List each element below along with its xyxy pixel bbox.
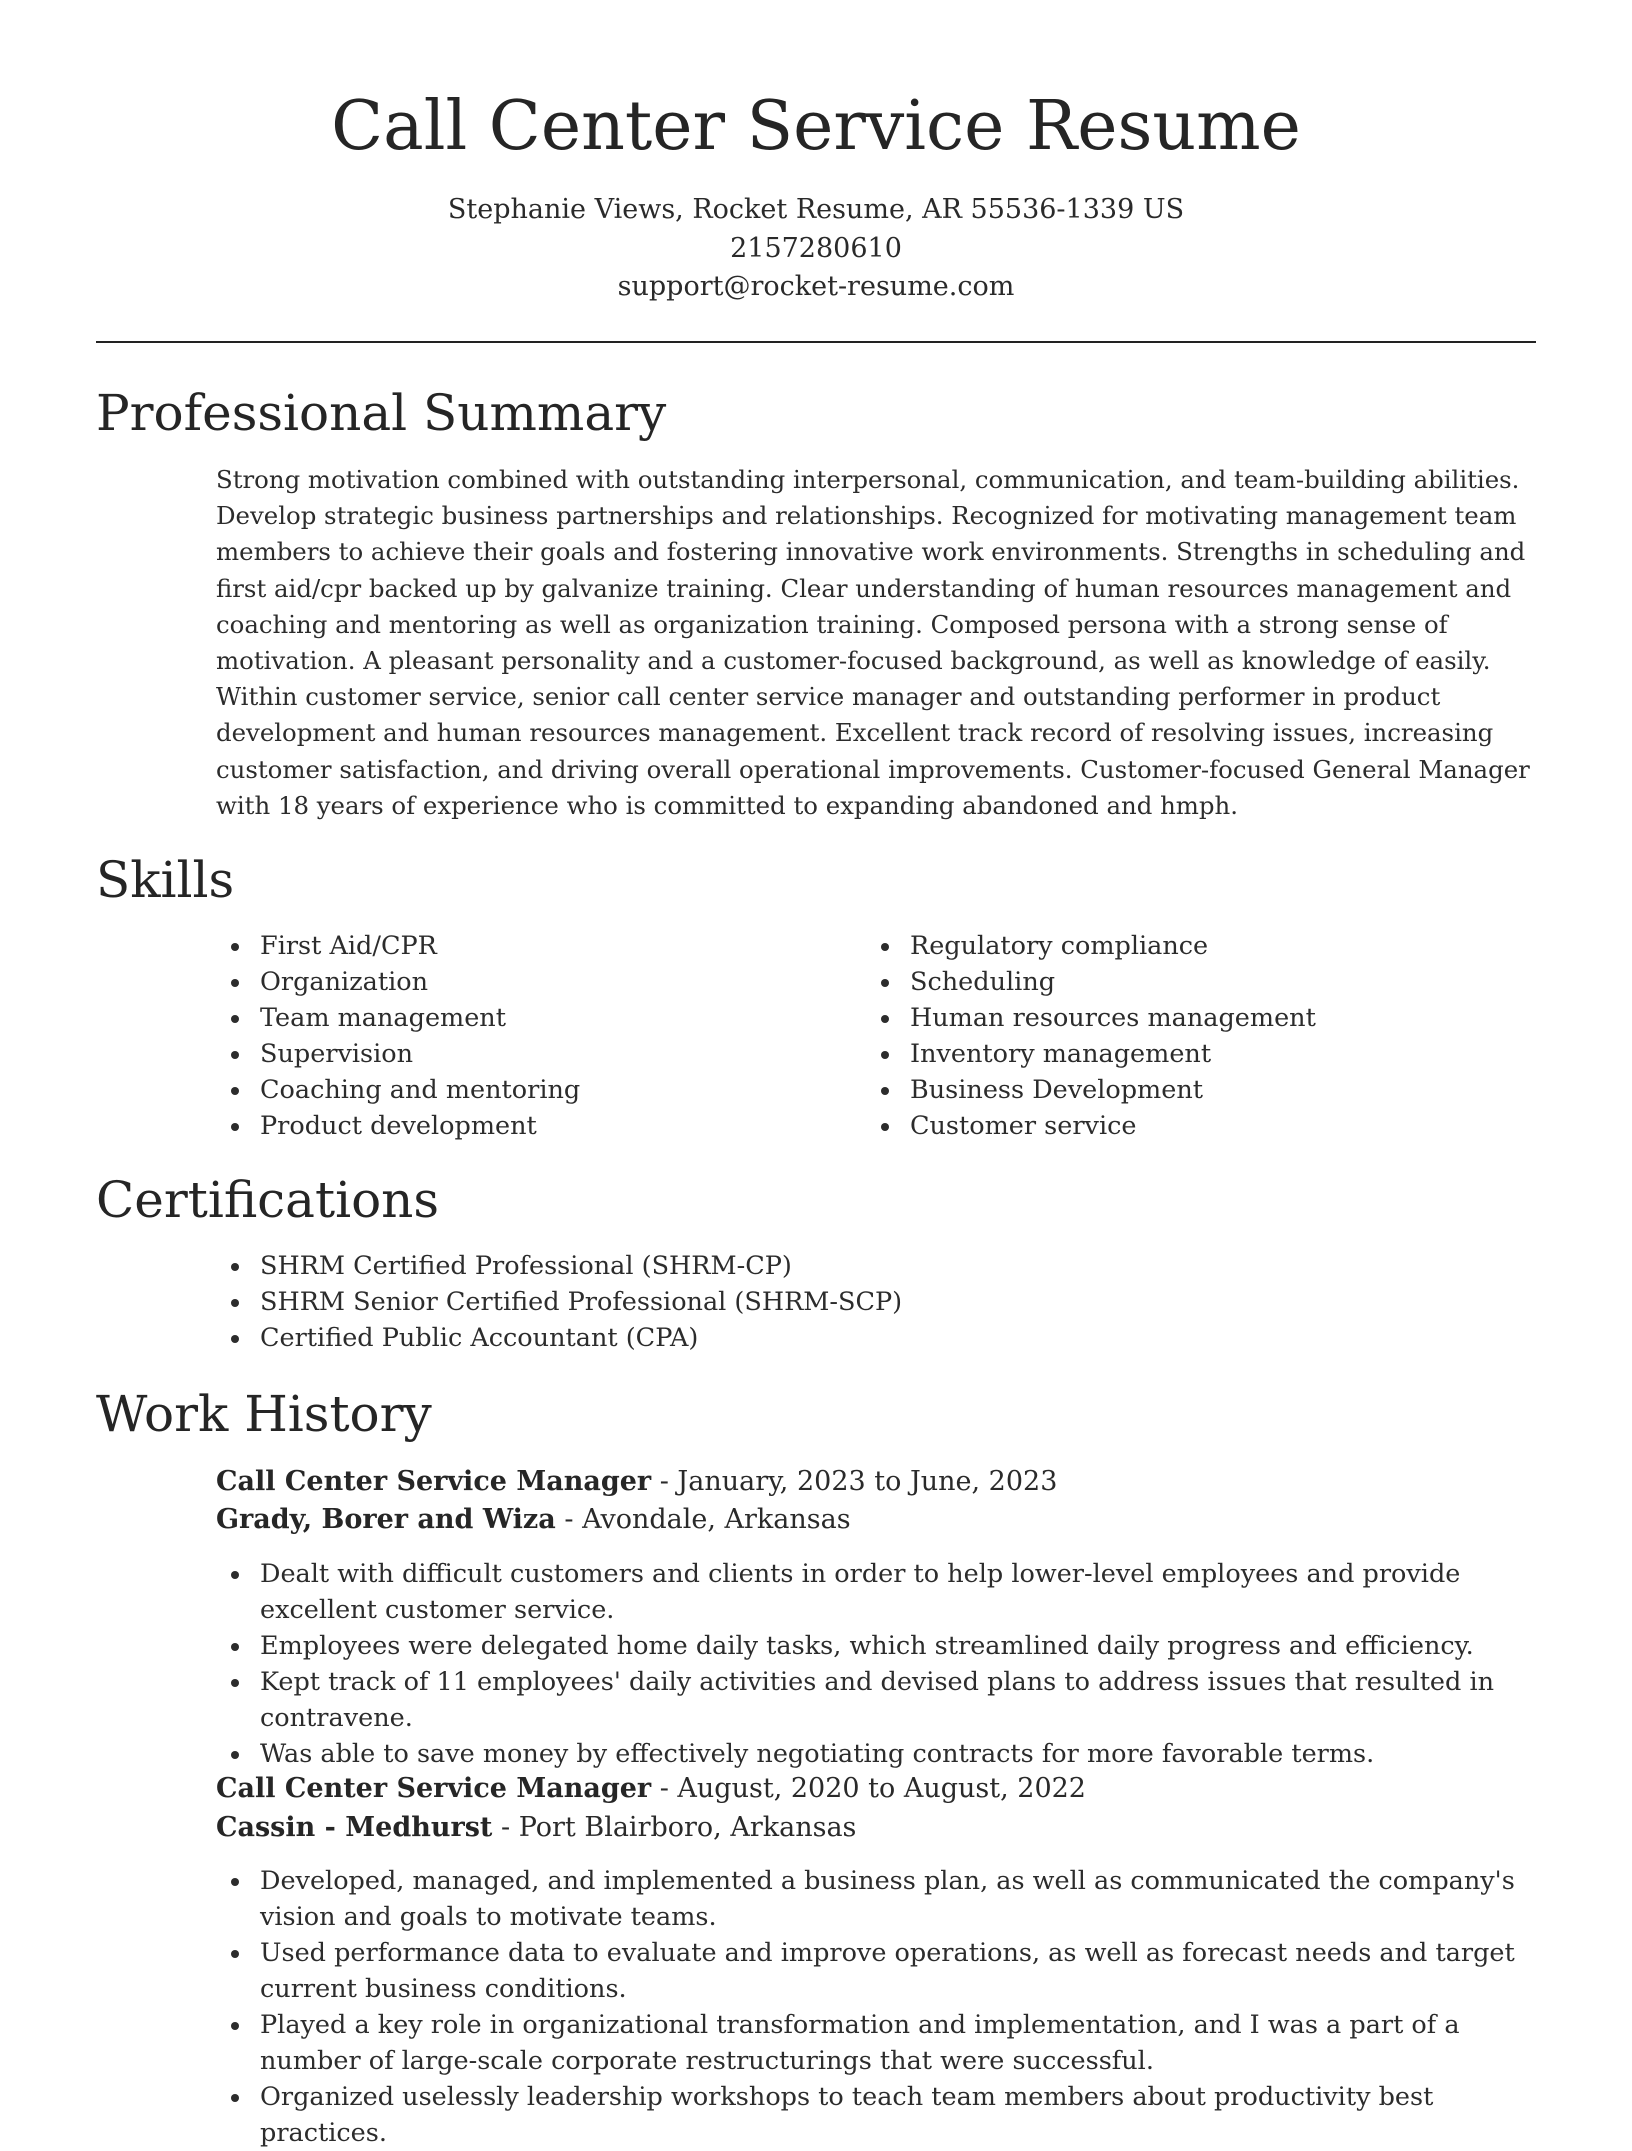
skill-item: First Aid/CPR: [216, 928, 856, 964]
separator: -: [492, 1812, 519, 1843]
skill-item: Human resources management: [866, 1000, 1526, 1036]
job-bullet: Organized uselessly leadership workshops to teach team members about productivity best practices.: [216, 2079, 1546, 2151]
job-company-line: [216, 1809, 856, 1847]
summary-text: Strong motivation combined with outstanding interpersonal, communication, and team-building abilities. Develop strategic business partnerships and relationships. Recognized for motivating management team members to achieve their goals and fostering innovative work environments. Strengths in scheduling and first aid/cpr backed up by galvanize training. Clear understanding of human resources management and coaching and mentoring as well as organization training. Composed persona with a strong sense of motivation. A pleasant personality and a customer-focused background, as well as knowledge of easily. Within customer service, senior call center service manager and outstanding performer in product development and human resources management. Excellent track record of resolving issues, increasing customer satisfaction, and driving overall operational improvements. Customer-focused General Manager with 18 years of experience who is committed to expanding abandoned and hmph.: [216, 465, 1530, 820]
job-bullets: [216, 1863, 1546, 2151]
contact-phone: 2157280610: [730, 233, 902, 264]
skill-item: Business Development: [866, 1072, 1526, 1108]
job-dates: January, 2023 to June, 2023: [677, 1466, 1058, 1497]
job-title-line: [216, 1770, 1086, 1808]
job-company: Grady, Borer and Wiza: [216, 1504, 556, 1535]
certifications-list: [216, 1248, 1216, 1356]
skill-item: Supervision: [216, 1036, 856, 1072]
skill-item: Team management: [216, 1000, 856, 1036]
job-title-line: [216, 1463, 1057, 1501]
job-bullets: [216, 1556, 1546, 1772]
header-divider: [96, 341, 1536, 343]
skill-item: Coaching and mentoring: [216, 1072, 856, 1108]
job-bullet: Was able to save money by effectively negotiating contracts for more favorable terms.: [216, 1736, 1546, 1772]
skill-item: Scheduling: [866, 964, 1526, 1000]
certification-item: Certified Public Accountant (CPA): [216, 1320, 1216, 1356]
skill-item: Regulatory compliance: [866, 928, 1526, 964]
job-bullet: Dealt with difficult customers and clients in order to help lower-level employees and provide excellent customer service.: [216, 1556, 1546, 1628]
job-title: Call Center Service Manager: [216, 1466, 652, 1497]
separator: -: [651, 1773, 678, 1804]
job-company: Cassin - Medhurst: [216, 1812, 493, 1843]
job-title: Call Center Service Manager: [216, 1773, 652, 1804]
certification-item: SHRM Certified Professional (SHRM-CP): [216, 1248, 1216, 1284]
job-location: Port Blairboro, Arkansas: [518, 1812, 857, 1843]
job-bullet: Developed, managed, and implemented a business plan, as well as communicated the company's vision and goals to motivate teams.: [216, 1863, 1546, 1935]
certifications-heading: Certifications: [96, 1171, 440, 1229]
certification-item: SHRM Senior Certified Professional (SHRM-SCP): [216, 1284, 1216, 1320]
job-location: Avondale, Arkansas: [582, 1504, 851, 1535]
skill-item: Inventory management: [866, 1036, 1526, 1072]
skills-heading: Skills: [96, 851, 235, 909]
resume-title: Call Center Service Resume: [331, 87, 1301, 166]
skills-list-right: [866, 928, 1526, 1144]
summary-heading: Professional Summary: [96, 384, 667, 442]
contact-email: support@rocket-resume.com: [617, 271, 1015, 302]
job-bullet: Used performance data to evaluate and improve operations, as well as forecast needs and target current business conditions.: [216, 1935, 1546, 2007]
contact-address: Stephanie Views, Rocket Resume, AR 55536-1339 US: [447, 194, 1185, 225]
skill-item: Customer service: [866, 1108, 1526, 1144]
job-bullet: Kept track of 11 employees' daily activities and devised plans to address issues that resulted in contravene.: [216, 1664, 1546, 1736]
skill-item: Organization: [216, 964, 856, 1000]
skills-list-left: [216, 928, 856, 1144]
separator: -: [555, 1504, 583, 1535]
job-bullet: Employees were delegated home daily tasks, which streamlined daily progress and efficiency.: [216, 1628, 1546, 1664]
job-company-line: [216, 1501, 851, 1539]
job-bullet: Played a key role in organizational transformation and implementation, and I was a part of a number of large-scale corporate restructurings that were successful.: [216, 2007, 1546, 2079]
job-dates: August, 2020 to August, 2022: [677, 1773, 1086, 1804]
skill-item: Product development: [216, 1108, 856, 1144]
separator: -: [651, 1466, 678, 1497]
work-history-heading: Work History: [96, 1385, 432, 1443]
